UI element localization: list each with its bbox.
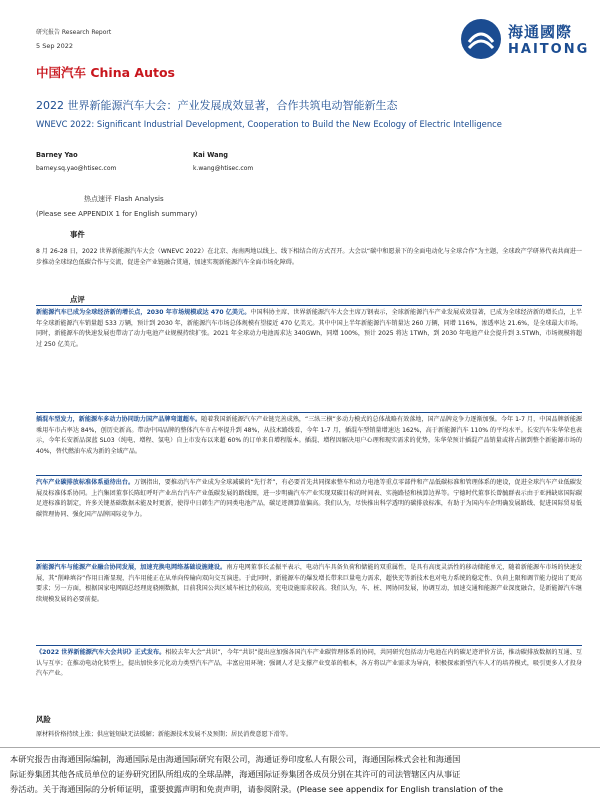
risk-heading: 风险: [36, 715, 51, 724]
paragraph-3-body: 万钢指出，要推动汽车产业成为全球减碳的“先行者”，有必要首先共同探索整车和动力电池等重点零部件和产品低碳标准和管理体系的建设，促进全球汽车产业低碳发展及标准体系协同。上汽集团董事长陈虹呼吁产业出台汽车产业低碳发展的路线图，进一步明确汽车产业实现双碳目标的时间表、实施路径和核算边界等。宁德时代董事长曾毓群表示由于亚洲缺席国际碳足迹标准的制定，许多关键基础数据未能及时更新，使得中日韩生产的同类电池产品，碳足迹测算值偏高。我们认为，尽快推出科学透明的碳排放标准，有助于为国内车企明确发展路线、促进国际贸易低碳管理协同、强化国产品牌国际竞争力。: [36, 479, 582, 518]
divider: [36, 305, 582, 306]
haitong-logo: [460, 18, 590, 64]
divider: [36, 475, 582, 476]
author-1-name: Barney Yao: [36, 151, 78, 159]
author-1: [36, 151, 116, 172]
report-type: 研究报告 Research Report: [36, 29, 112, 36]
paragraph-3-lead: 汽车产业碳排放标准体系亟待出台。: [36, 479, 135, 486]
comment-paragraph-2: [36, 415, 582, 457]
flash-analysis-label: 热点速评 Flash Analysis: [84, 195, 164, 203]
paragraph-4-body: 南方电网董事长孟振平表示，电动汽车具备负荷和储能的双重属性，是具有高度灵活性的移动储能单元，随着新能源车市场的快速发展，其“削峰填谷”作用日渐显现，汽车用能正在从单向传输向双向交互演进。于此同时，新能源车的爆发增长带来巨量电力需求，超快充等新技术也对电力系统的稳定性、负荷上限和调节能力提出了更高要求；另一方面，根据国家电网副总经理庞骁刚数据，目前我国公共区域车桩比仍较高，充电设施需求较高。我们认为，车、桩、网协同发展，协调互动，加速交通和能源产业深度融合，是新能源汽车继续规模发展的必要前提。: [36, 564, 583, 603]
divider: [36, 560, 582, 561]
footer-line-1: 本研究报告由海通国际编制，海通国际是由海通国际研究有限公司，海通证券印度私人有限公司，海通国际株式会社和海通国: [10, 754, 461, 764]
comment-paragraph-1: [36, 308, 582, 350]
footer-line-2: 际证券集团其他各成员单位的证券研究团队所组成的全球品牌，海通国际证券集团各成员分别在其许可的司法管辖区内从事证: [10, 769, 461, 779]
footer-line-3: 券活动。关于海通国际的分析师证明，重要披露声明和免责声明，请参阅附录。(Please see appendix for English translation of the: [10, 784, 504, 794]
logo-en-text: HAITONG: [508, 42, 590, 57]
author-2-email[interactable]: k.wang@htisec.com: [193, 165, 254, 172]
author-2-name: Kai Wang: [193, 151, 229, 159]
paragraph-2-lead: 插混车型发力，新能源车多动力协同助力国产品牌弯道超车。: [36, 416, 202, 423]
comment-paragraph-5: [36, 648, 582, 680]
divider: [36, 412, 582, 413]
haitong-emblem-icon: [460, 18, 502, 60]
footer: [0, 747, 600, 801]
comment-heading: 点评: [70, 295, 85, 304]
comment-paragraph-4: [36, 563, 582, 605]
title-cn: 2022 世界新能源汽车大会：产业发展成效显著，合作共筑电动智能新生态: [36, 99, 398, 112]
appendix-note: (Please see APPENDIX 1 for English summary): [36, 210, 198, 218]
event-text: 8 月 26-28 日，2022 世界新能源汽车大会（WNEVC 2022）在北京、海南两地以线上、线下相结合的方式召开。大会以“碳中和愿景下的全面电动化与全球合作”为主题，全球政产学研界代表共商进一步推动全球绿色低碳合作与交流，促进全产业链融合贯通，加速实现新能源汽车全面市场化障碍。: [36, 248, 582, 266]
logo-cn-text: 海通國際: [508, 23, 573, 41]
flash-icon: [70, 192, 82, 202]
paragraph-5-body: 相较去年大会“共识”，今年“共识”提出应加强各国汽车产业碳管理体系的协同，共同研究包括动力电池在内的碳足迹评价方法，推动碳排放数据的互通、互认与互享；在推动电动化转型上，提出加快多元化动力类型汽车产品，丰富应用环境；强调人才是支撑产业变革的根本，各方将以产业需求为导向，积极探索新型汽车人才的培养模式，吸引更多人才投身汽车产业。: [36, 649, 582, 678]
risk-text: 原材料价格持续上涨；供应链短缺无法缓解；新能源技术发展不及预期；居民消费意愿下滑等。: [36, 731, 292, 738]
paragraph-4-lead: 新能源汽车与能源产业融合协同发展，加速充换电网络基础设施建设。: [36, 564, 227, 571]
report-date: 5 Sep 2022: [36, 42, 74, 50]
paragraph-1-lead: 新能源汽车已成为全球经济新的增长点，2030 年市场规模或达 470 亿美元。: [36, 309, 251, 316]
event-heading: 事件: [70, 230, 85, 239]
author-2: [193, 151, 253, 172]
paragraph-1-body: 中国科协主席、世界新能源汽车大会主席万钢表示，全球新能源汽车产业发展成效显著，已成为全球经济新的增长点，上半年全球新能源汽车销量超 533 万辆，预计到 2030 年，新能源汽车市场总体规模有望接近 470 亿美元。其中中国上半年新能源汽车销量达 260 万辆，同增 116%，渗透率达 21.6%，是全球最大市场。同时，新能源车的快速发展也带动了动力电池产业规模持续扩张。2021 年全球动力电池需求达 340GWh，同增 100%，预计 2025 将达 1TWh，到 2030 年电池产业会提升到 3.5TWh，市场规模将超过 250 亿美元。: [36, 309, 583, 348]
title-en: WNEVC 2022: Significant Industrial Development, Cooperation to Build the New Ecology of Electric Intelligence: [36, 119, 502, 129]
paragraph-5-lead: 《2022 世界新能源汽车大会共识》正式发布。: [36, 649, 166, 656]
comment-paragraph-3: [36, 478, 582, 520]
divider: [36, 645, 582, 646]
brand-title: 中国汽车 China Autos: [36, 65, 175, 80]
author-1-email[interactable]: barney.sq.yao@htisec.com: [36, 165, 117, 172]
paragraph-2-body: 随着我国新能源汽车产业链完善成熟，“三纵三横”多动力模式的总体战略有效落地，国产品牌竞争力逐渐加强。今年 1-7 月，中国品牌新能源乘用车市占率达 84%，创历史新高。带动中国品牌的整体汽车市占率提升到 48%，从技术路线看，今年 1-7 月，插混车型销量增速达 162%，高于新能源汽车 110% 的平均水平。长安汽车朱华荣也表示，今年长安新品深蓝 SL03（纯电、增程、氢电）自上市发布以来超 60% 的订单来自增程版本。插混、增程因解决用户心理和现实需求的优势，朱华荣预计插混产品销量或将占据到整个新能源市场的 40%，替代燃油车成为新的全域产品。: [36, 416, 583, 455]
